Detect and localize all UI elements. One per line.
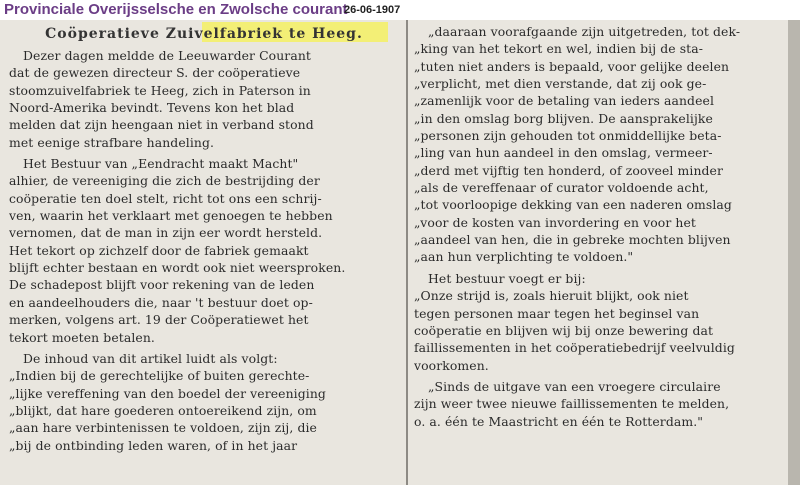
- newspaper-clipping: [0, 20, 800, 485]
- text-line: voorkomen.: [414, 357, 489, 373]
- text-line: De schadepost blijft voor rekening van de leden: [9, 277, 315, 293]
- text-line: vernomen, dat de man in zijn eer wordt hersteld.: [9, 225, 323, 241]
- text-line: ven, waarin het verklaart met genoegen te hebben: [9, 208, 333, 224]
- right-column: [414, 23, 792, 485]
- text-line: „verplicht, met dien verstande, dat zij ook ge-: [414, 76, 707, 92]
- text-line: „in den omslag borg blijven. De aansprakelijke: [414, 110, 713, 126]
- text-line: „aandeel van hen, die in gebreke mochten blijven: [414, 232, 731, 248]
- text-line: Het Bestuur van „Eendracht maakt Macht": [23, 156, 299, 172]
- text-line: coöperatie en blijven wij bij onze bewering dat: [414, 322, 714, 338]
- text-line: „als de vereffenaar of curator voldoende acht,: [414, 180, 709, 196]
- text-line: stoomzuivelfabriek te Heeg, zich in Paterson in: [9, 82, 311, 98]
- text-line: „Sinds de uitgave van een vroegere circulaire: [428, 378, 721, 394]
- column-divider: [406, 20, 408, 485]
- text-line: „tot voorloopige dekking van een naderen omslag: [414, 197, 732, 213]
- text-line: tekort moeten betalen.: [9, 329, 155, 345]
- page-edge: [788, 20, 800, 485]
- text-line: „ling van hun aandeel in den omslag, vermeer-: [414, 145, 713, 161]
- text-line: en aandeelhouders die, naar 't bestuur doet op-: [9, 294, 313, 310]
- text-line: „tuten niet anders is bepaald, voor gelijke deelen: [414, 58, 730, 74]
- text-line: „Indien bij de gerechtelijke of buiten gerechte-: [9, 368, 310, 384]
- text-line: „blijkt, dat hare goederen ontoereikend zijn, om: [9, 402, 317, 418]
- text-line: blijft echter bestaan en wordt ook niet weersproken.: [9, 260, 346, 276]
- text-line: Het tekort op zichzelf door de fabriek gemaakt: [9, 242, 309, 258]
- text-line: „bij de ontbinding leden waren, of in het jaar: [9, 437, 298, 453]
- text-line: „derd met vijftig ten honderd, of zooveel minder: [414, 162, 724, 178]
- text-line: „daaraan voorafgaande zijn uitgetreden, tot dek-: [428, 24, 741, 39]
- text-line: merken, volgens art. 19 der Coöperatiewet het: [9, 312, 309, 328]
- article-headline: Coöperatieve Zuivelfabriek te Heeg.: [45, 26, 363, 42]
- text-line: „Onze strijd is, zoals hieruit blijkt, ook niet: [414, 288, 689, 304]
- text-line: „lijke vereffening van den boedel der vereeniging: [9, 385, 326, 401]
- text-line: „voor de kosten van invordering en voor het: [414, 214, 696, 230]
- text-line: Dezer dagen meldde de Leeuwarder Courant: [23, 48, 311, 63]
- banner: [0, 0, 800, 20]
- newspaper-title: Provinciale Overijsselsche en Zwolsche courant: [4, 1, 348, 18]
- text-line: met eenige strafbare handeling.: [9, 134, 215, 150]
- text-line: coöperatie ten doel stelt, richt tot ons een schrij-: [9, 190, 322, 206]
- text-line: „zamenlijk voor de betaling van ieders aandeel: [414, 93, 715, 109]
- text-line: „aan hare verbintenissen te voldoen, zijn zij, die: [9, 420, 317, 436]
- text-line: De inhoud van dit artikel luidt als volgt:: [23, 350, 278, 366]
- text-line: „king van het tekort en wel, indien bij de sta-: [414, 41, 704, 57]
- text-line: o. a. één te Maastricht en één te Rotterdam.": [414, 413, 704, 429]
- text-line: tegen personen maar tegen het beginsel van: [414, 305, 700, 321]
- text-line: „aan hun verplichting te voldoen.": [414, 249, 634, 265]
- text-line: „personen zijn gehouden tot onmiddellijke beta-: [414, 128, 722, 144]
- text-line: faillissementen in het coöperatiebedrijf veelvuldig: [414, 340, 735, 356]
- text-line: melden dat zijn heengaan niet in verband stond: [9, 117, 314, 133]
- text-line: dat de gewezen directeur S. der coöperatieve: [9, 65, 301, 81]
- left-column: [9, 47, 403, 485]
- text-line: alhier, de vereeniging die zich de bestrijding der: [9, 173, 320, 189]
- text-line: zijn weer twee nieuwe faillissementen te melden,: [414, 396, 730, 412]
- text-line: Het bestuur voegt er bij:: [428, 270, 586, 286]
- publication-date: 26-06-1907: [344, 4, 401, 16]
- text-line: Noord-Amerika bevindt. Tevens kon het blad: [9, 100, 295, 116]
